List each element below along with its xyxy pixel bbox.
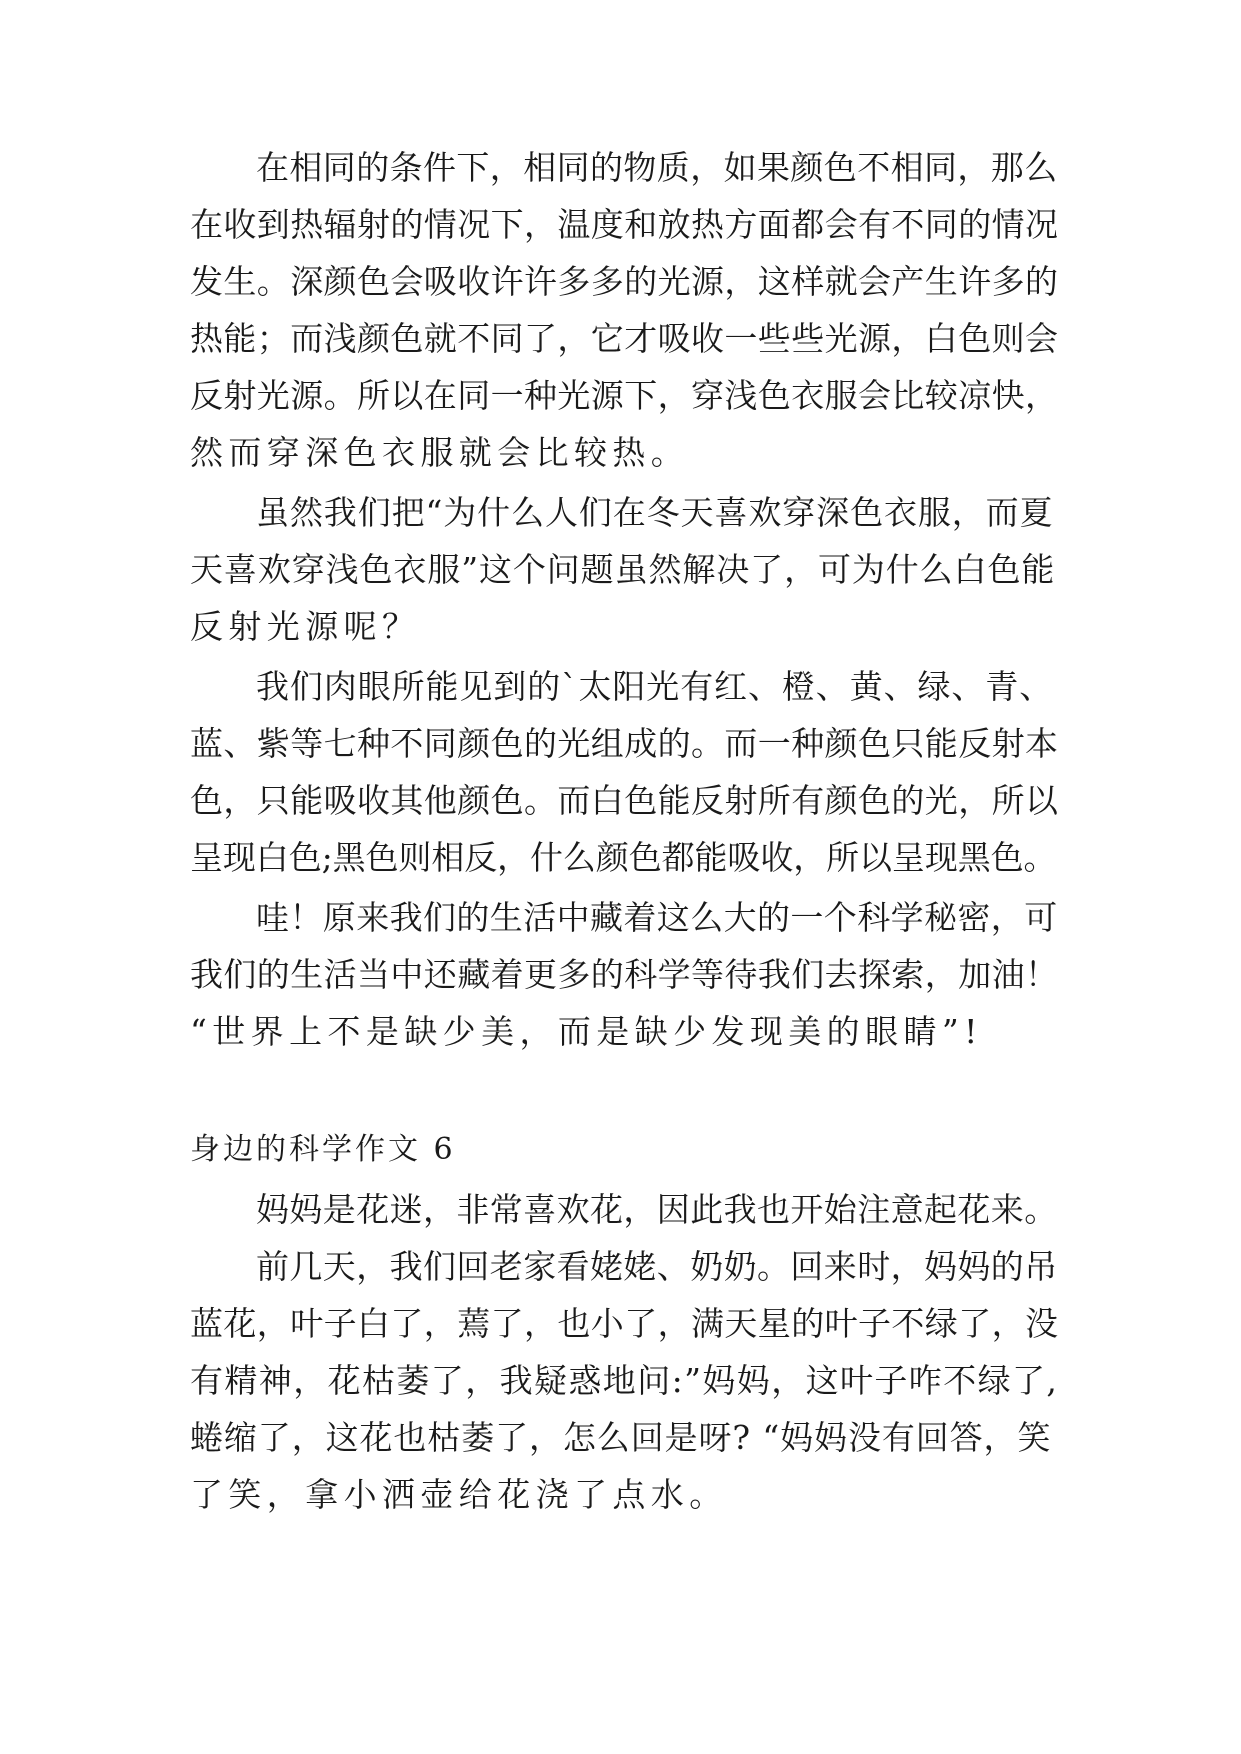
paragraph-3-line-4: 呈现白色;黑色则相反，什么颜色都能吸收，所以呈现黑色。 (190, 838, 1057, 877)
paragraph-1-line-1: 在相同的条件下，相同的物质，如果颜色不相同，那么 (256, 148, 1058, 187)
paragraph-4-line-3: “世界上不是缺少美，而是缺少发现美的眼睛”! (190, 1012, 983, 1051)
section-paragraph-2-line-5: 了笑，拿小洒壶给花浇了点水。 (190, 1475, 728, 1514)
section-paragraph-2-line-4: 蜷缩了，这花也枯萎了，怎么回是呀? “妈妈没有回答，笑 (190, 1418, 1052, 1457)
paragraph-2-line-3: 反射光源呢？ (190, 607, 421, 646)
section-paragraph-1-line-1: 妈妈是花迷，非常喜欢花，因此我也开始注意起花来。 (256, 1190, 1058, 1229)
paragraph-2-line-2: 天喜欢穿浅色衣服”这个问题虽然解决了，可为什么白色能 (190, 550, 1056, 589)
paragraph-1-line-4: 热能；而浅颜色就不同了，它才吸收一些些光源，白色则会 (190, 319, 1059, 358)
paragraph-3-line-2: 蓝、紫等七种不同颜色的光组成的。而一种颜色只能反射本 (190, 724, 1059, 763)
section-paragraph-2-line-3: 有精神，花枯萎了，我疑惑地问:”妈妈，这叶子咋不绿了, (190, 1361, 1059, 1400)
paragraph-3-line-3: 色，只能吸收其他颜色。而白色能反射所有颜色的光，所以 (190, 781, 1059, 820)
section-title: 身边的科学作文 6 (190, 1132, 456, 1167)
paragraph-1-line-2: 在收到热辐射的情况下，温度和放热方面都会有不同的情况 (190, 205, 1059, 244)
paragraph-1-line-5: 反射光源。所以在同一种光源下，穿浅色衣服会比较凉快， (190, 376, 1059, 415)
paragraph-2-line-1: 虽然我们把“为什么人们在冬天喜欢穿深色衣服，而夏 (256, 493, 1054, 532)
paragraph-1-line-6: 然而穿深色衣服就会比较热。 (190, 433, 690, 472)
paragraph-4-line-2: 我们的生活当中还藏着更多的科学等待我们去探索，加油！ (190, 955, 1059, 994)
section-paragraph-2-line-1: 前几天，我们回老家看姥姥、奶奶。回来时，妈妈的吊 (256, 1247, 1058, 1286)
paragraph-1-line-3: 发生。深颜色会吸收许许多多的光源，这样就会产生许多的 (190, 262, 1059, 301)
section-paragraph-2-line-2: 蓝花，叶子白了，蔫了，也小了，满天星的叶子不绿了，没 (190, 1304, 1059, 1343)
paragraph-3-line-1: 我们肉眼所能见到的`太阳光有红、橙、黄、绿、青、 (256, 667, 1054, 706)
paragraph-4-line-1: 哇！原来我们的生活中藏着这么大的一个科学秘密，可 (256, 898, 1058, 937)
